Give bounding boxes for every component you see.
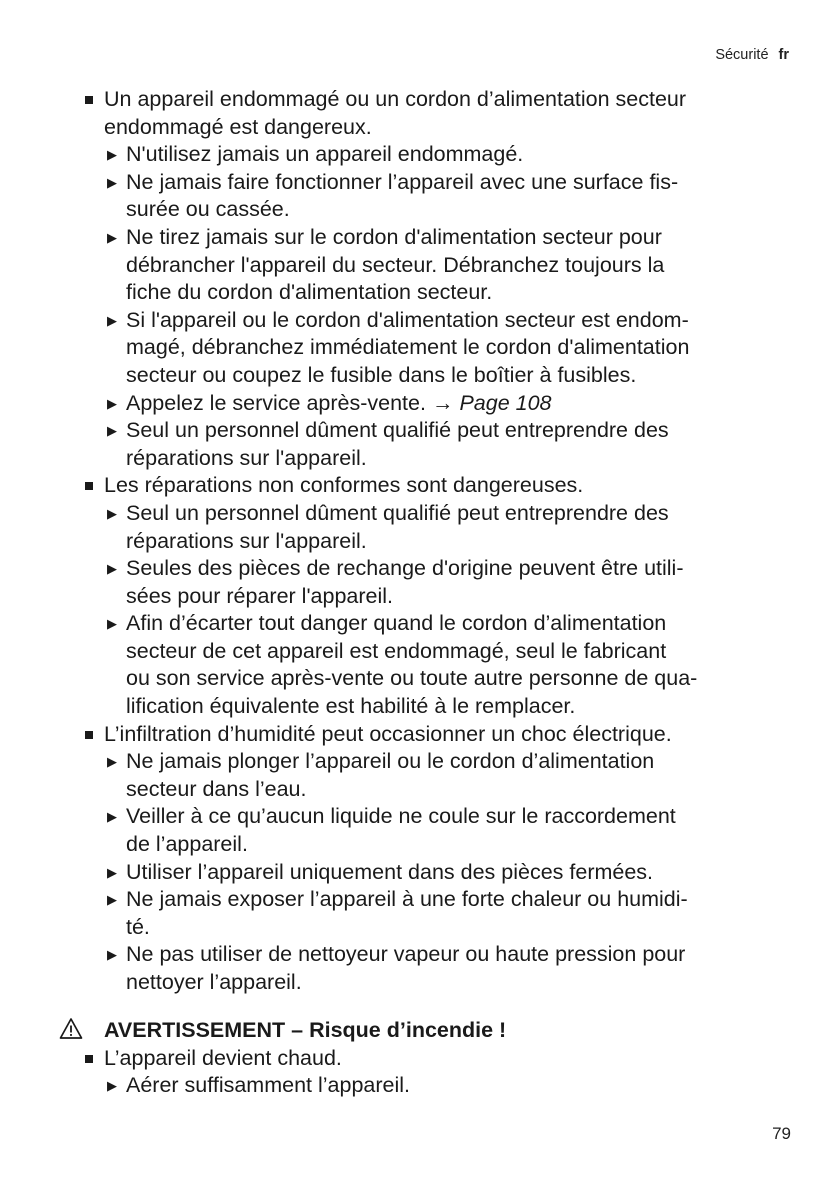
step-arrow-icon: ▶ bbox=[107, 395, 117, 411]
text-line: réparations sur l'appareil. bbox=[126, 445, 367, 470]
text-line: Ne tirez jamais sur le cordon d'alimentation secteur pour bbox=[126, 224, 662, 249]
text-line: Ne jamais faire fonctionner l’appareil avec une surface fis- bbox=[126, 169, 679, 194]
text-line: Ne jamais plonger l’appareil ou le cordon d’alimentation bbox=[126, 749, 655, 774]
text-line: Ne jamais exposer l’appareil à une forte chaleur ou humidi- bbox=[126, 887, 688, 912]
text-line: secteur de cet appareil est endommagé, seul le fabricant bbox=[126, 638, 667, 663]
text-line: té. bbox=[126, 914, 150, 939]
safety-content bbox=[83, 86, 795, 1100]
step-arrow-icon: ▶ bbox=[107, 505, 117, 521]
instruction-step bbox=[83, 886, 795, 941]
fire-warning-heading bbox=[83, 1015, 795, 1045]
step-arrow-icon: ▶ bbox=[107, 312, 117, 328]
bullet-square-icon bbox=[85, 482, 93, 490]
step-arrow-icon: ▶ bbox=[107, 616, 117, 632]
text-line: Un appareil endommagé ou un cordon d’alimentation secteur bbox=[104, 87, 687, 111]
step-arrow-icon: ▶ bbox=[107, 174, 117, 190]
instruction-step bbox=[83, 555, 795, 610]
instruction-step bbox=[83, 1072, 795, 1100]
text-line: Utiliser l’appareil uniquement dans des pièces fermées. bbox=[126, 859, 654, 884]
instruction-step bbox=[83, 224, 795, 307]
page-header bbox=[715, 47, 789, 63]
bullet-square-icon bbox=[85, 1055, 93, 1063]
text-line: Seul un personnel dûment qualifié peut entreprendre des bbox=[126, 500, 669, 525]
text-line: sées pour réparer l'appareil. bbox=[126, 583, 394, 608]
service-step-text: Appelez le service après-vente. bbox=[126, 390, 426, 415]
text-line: secteur dans l’eau. bbox=[126, 776, 307, 801]
instruction-step bbox=[83, 141, 795, 169]
text-line: Les réparations non conformes sont dangereuses. bbox=[104, 473, 584, 498]
hazard-bullet bbox=[83, 721, 795, 749]
text-line: Ne pas utiliser de nettoyeur vapeur ou haute pression pour bbox=[126, 942, 686, 967]
warning-triangle-icon bbox=[59, 1017, 83, 1041]
text-line: endommagé est dangereux. bbox=[104, 114, 372, 139]
text-line: L’appareil devient chaud. bbox=[104, 1045, 342, 1070]
hazard-bullet bbox=[83, 86, 795, 141]
text-line: secteur ou coupez le fusible dans le boîtier à fusibles. bbox=[126, 362, 637, 387]
warning-title: AVERTISSEMENT – Risque d’incendie ! bbox=[104, 1017, 507, 1042]
text-line: nettoyer l’appareil. bbox=[126, 970, 302, 994]
step-arrow-icon: ▶ bbox=[107, 147, 117, 163]
step-arrow-icon: ▶ bbox=[107, 1078, 117, 1094]
section-title: Sécurité bbox=[715, 47, 769, 63]
text-line: ou son service après-vente ou toute autre personne de qua- bbox=[126, 666, 698, 691]
instruction-step bbox=[83, 417, 795, 472]
instruction-step bbox=[83, 859, 795, 887]
instruction-step bbox=[83, 610, 795, 720]
instruction-step bbox=[83, 941, 795, 996]
text-line: fiche du cordon d'alimentation secteur. bbox=[126, 280, 493, 305]
language-code: fr bbox=[778, 47, 789, 63]
step-arrow-icon: ▶ bbox=[107, 229, 117, 245]
page-reference-link[interactable]: Page 108 bbox=[459, 390, 552, 415]
text-line: Afin d’écarter tout danger quand le cordon d’alimentation bbox=[126, 611, 667, 636]
text-line: de l’appareil. bbox=[126, 832, 248, 857]
text-line: N'utilisez jamais un appareil endommagé. bbox=[126, 142, 524, 167]
text-line: débrancher l'appareil du secteur. Débranchez toujours la bbox=[126, 252, 665, 277]
instruction-step bbox=[83, 748, 795, 803]
text-line: Veiller à ce qu’aucun liquide ne coule sur le raccordement bbox=[126, 804, 676, 829]
text-line: Seules des pièces de rechange d'origine peuvent être utili- bbox=[126, 556, 684, 581]
text-line: surée ou cassée. bbox=[126, 197, 290, 222]
text-line: lification équivalente est habilité à le remplacer. bbox=[126, 694, 576, 719]
step-arrow-icon: ▶ bbox=[107, 864, 117, 880]
instruction-step bbox=[83, 307, 795, 390]
page-number: 79 bbox=[772, 1124, 791, 1143]
hazard-bullet bbox=[83, 472, 795, 500]
step-arrow-icon: ▶ bbox=[107, 892, 117, 908]
instruction-step bbox=[83, 803, 795, 858]
step-arrow-icon: ▶ bbox=[107, 561, 117, 577]
text-line: Aérer suffisamment l’appareil. bbox=[126, 1073, 411, 1098]
reference-arrow-icon: → bbox=[431, 390, 454, 415]
text-line: réparations sur l'appareil. bbox=[126, 528, 367, 553]
step-arrow-icon: ▶ bbox=[107, 754, 117, 770]
step-arrow-icon: ▶ bbox=[107, 947, 117, 963]
instruction-step bbox=[83, 169, 795, 224]
instruction-step bbox=[83, 390, 795, 418]
bullet-square-icon bbox=[85, 96, 93, 104]
bullet-square-icon bbox=[85, 731, 93, 739]
text-line: magé, débranchez immédiatement le cordon d'alimentation bbox=[126, 335, 690, 360]
safety-instructions bbox=[83, 86, 795, 997]
instruction-step bbox=[83, 500, 795, 555]
text-line: Si l'appareil ou le cordon d'alimentation secteur est endom- bbox=[126, 307, 689, 332]
text-line: L’infiltration d’humidité peut occasionner un choc électrique. bbox=[104, 721, 672, 746]
text-line: Seul un personnel dûment qualifié peut entreprendre des bbox=[126, 418, 669, 443]
step-arrow-icon: ▶ bbox=[107, 809, 117, 825]
step-arrow-icon: ▶ bbox=[107, 423, 117, 439]
hazard-bullet bbox=[83, 1045, 795, 1073]
warning-instructions bbox=[83, 1045, 795, 1100]
